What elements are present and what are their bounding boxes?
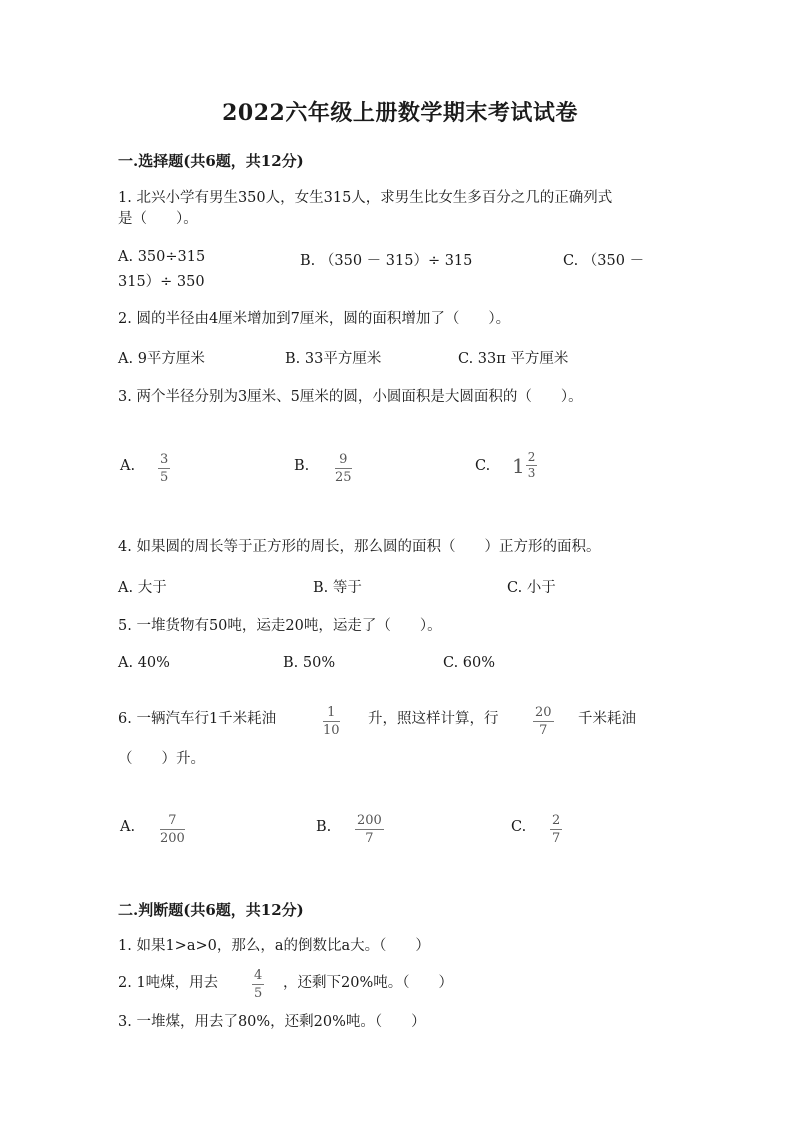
judgment-question-3: 3. 一堆煤，用去了80%，还剩20%吨。（ ） [118,1014,426,1030]
question-6-text-part1: 6. 一辆汽车行1千米耗油 [118,711,277,727]
question-4-text: 4. 如果圆的周长等于正方形的周长，那么圆的面积（ ）正方形的面积。 [118,539,601,555]
question-4-option-c: C. 小于 [507,580,556,596]
fraction-numerator: 2 [527,450,536,464]
fraction-bar [323,721,340,722]
judgment-question-2-part2: ，还剩下20%吨。（ ） [283,975,453,991]
question-1-option-b: B. （350 － 315）÷ 315 [300,253,473,269]
question-2-option-b: B. 33平方厘米 [285,351,382,367]
question-6-text-part3: 千米耗油 [578,711,636,727]
question-1-line1: 1. 北兴小学有男生350人，女生315人，求男生比女生多百分之几的正确列式 [118,190,613,206]
fraction-numerator: 4 [254,968,263,983]
fraction-bar [158,468,170,469]
question-2-option-c: C. 33π 平方厘米 [458,351,569,367]
question-5-option-c: C. 60% [443,655,496,671]
question-6-option-a-label: A. [120,819,136,835]
fraction-numerator: 200 [357,813,382,828]
fraction-bar [355,829,384,830]
question-2-option-a: A. 9平方厘米 [118,351,205,367]
fraction-denominator: 7 [552,831,561,846]
question-4-option-b: B. 等于 [313,580,362,596]
section-heading-choice: 一.选择题(共6题，共12分) [118,152,304,170]
question-1-option-a: A. 350÷315 [118,249,206,265]
question-1-option-c: C. （350 － [563,253,645,269]
fraction-bar [252,984,264,985]
fraction-denominator: 7 [365,831,374,846]
question-3-text: 3. 两个半径分别为3厘米、5厘米的圆，小圆面积是大圆面积的（ ）。 [118,389,583,405]
question-4-option-a: A. 大于 [118,580,167,596]
judgment-question-2-fraction [252,968,264,1001]
question-5-option-a: A. 40% [118,655,170,671]
question-6-fraction-2 [533,705,554,738]
judgment-question-1: 1. 如果1>a>0，那么，a的倒数比a大。（ ） [118,938,430,954]
question-6-option-a-fraction [160,813,185,846]
fraction-denominator: 25 [335,470,352,485]
question-6-text-part2: 升，照这样计算，行 [368,711,499,727]
fraction-numerator: 7 [168,813,177,828]
fraction-denominator: 5 [254,986,263,1001]
judgment-question-2-part1: 2. 1吨煤，用去 [118,975,219,991]
question-3-option-a-label: A. [120,458,136,474]
question-6-fraction-1 [323,705,340,738]
mixed-number-fraction [526,451,538,480]
question-5-text: 5. 一堆货物有50吨，运走20吨，运走了（ ）。 [118,618,442,634]
question-1-line2: 是（ ）。 [118,211,198,227]
question-6-line2: （ ）升。 [118,751,205,767]
section-heading-true-false: 二.判断题(共6题，共12分) [118,901,304,919]
question-3-option-b-label: B. [294,458,310,474]
fraction-denominator: 200 [160,831,185,846]
question-3-option-c-mixed-number [512,451,537,480]
question-3-option-a-fraction [158,452,170,485]
fraction-numerator: 3 [160,452,169,467]
mixed-number-whole: 1 [512,453,525,478]
question-6-option-c-fraction [550,813,562,846]
fraction-denominator: 3 [527,466,536,480]
question-3-option-c-label: C. [475,458,491,474]
fraction-numerator: 9 [339,452,348,467]
question-5-option-b: B. 50% [283,655,336,671]
question-6-option-c-label: C. [511,819,527,835]
question-2-text: 2. 圆的半径由4厘米增加到7厘米，圆的面积增加了（ ）。 [118,311,511,327]
question-6-option-b-label: B. [316,819,332,835]
question-1-option-c-continued: 315）÷ 350 [118,274,205,290]
fraction-numerator: 2 [552,813,561,828]
question-3-option-b-fraction [335,452,352,485]
fraction-bar [533,721,554,722]
fraction-numerator: 20 [535,705,552,720]
page-title: 2022六年级上册数学期末考试试卷 [222,100,578,126]
question-6-option-b-fraction [355,813,384,846]
fraction-numerator: 1 [327,705,336,720]
fraction-bar [550,829,562,830]
fraction-denominator: 10 [323,723,340,738]
fraction-bar [160,829,185,830]
fraction-denominator: 7 [539,723,548,738]
fraction-bar [335,468,352,469]
fraction-denominator: 5 [160,470,169,485]
